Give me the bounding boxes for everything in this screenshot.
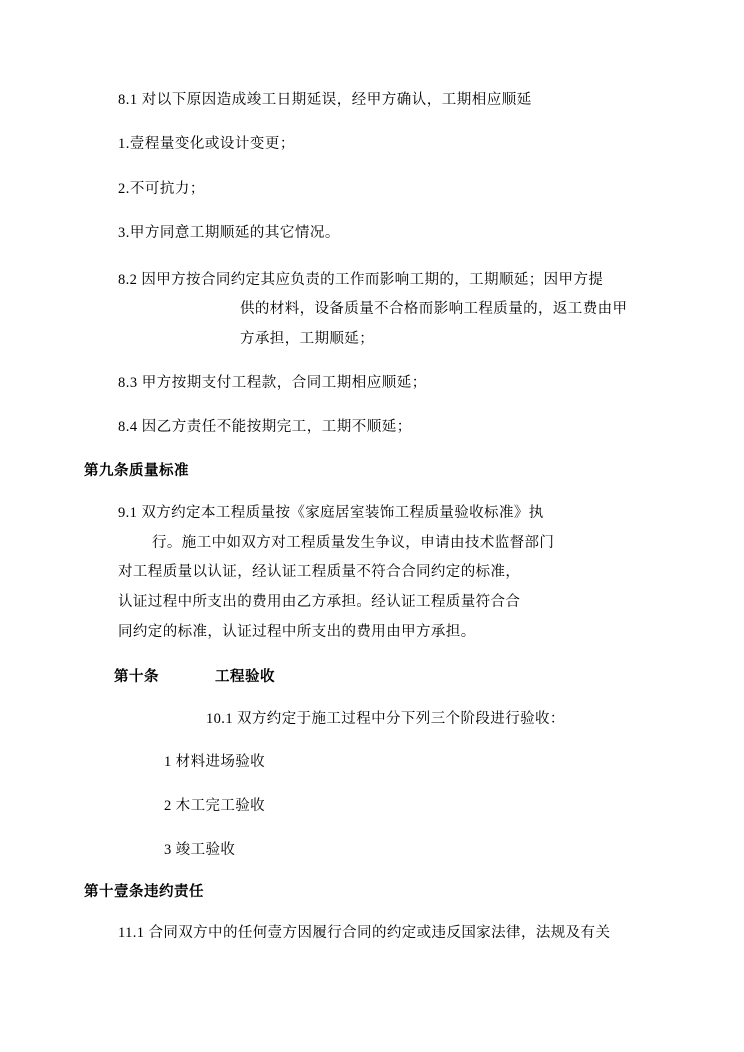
paragraph-9-1 [84,499,660,648]
list-10-1 [84,748,660,865]
list-item-8-1-3: 3.甲方同意工期顺延的其它情况。 [118,225,340,242]
paragraph-10-1 [84,705,660,735]
paragraph-8-2 [84,266,660,355]
section-heading-10 [84,665,660,690]
paragraph-9-1-line-2: 行。施工中如双方对工程质量发生争议，申请由技术监督部门 [152,534,555,551]
paragraph-9-1-line-4: 认证过程中所支出的费用由乙方承担。经认证工程质量符合合 [118,593,521,610]
paragraph-10-1-line-1: 10.1 双方约定于施工过程中分下列三个阶段进行验收： [206,710,565,727]
section-heading-11: 第十壹条违约责任 [84,883,204,900]
section-heading-9: 第九条质量标准 [84,463,189,480]
paragraph-8-2-line-2: 供的材料，设备质量不合格而影响工程质量的，返工费由甲 [240,301,628,318]
paragraph-11-1 [84,919,660,949]
section-heading-10-number: 第十条 [114,669,159,686]
paragraph-8-1: 8.1 对以下原因造成竣工日期延误，经甲方确认，工期相应顺延 [118,92,532,108]
paragraph-8-3: 8.3 甲方按期支付工程款，合同工期相应顺延； [118,374,427,391]
list-item-10-1-1: 1 材料进场验收 [164,754,266,771]
list-item-8-1-2: 2.不可抗力； [118,180,205,197]
list-item-10-1-2: 2 木工完工验收 [164,798,266,815]
paragraph-9-1-line-3: 对工程质量以认证，经认证工程质量不符合合同约定的标准， [118,564,521,581]
section-heading-10-title: 工程验收 [215,669,275,686]
paragraph-8-4: 8.4 因乙方责任不能按期完工，工期不顺延； [118,419,412,436]
paragraph-11-1-line-1: 11.1 合同双方中的任何壹方因履行合同的约定或违反国家法律，法规及有关 [118,925,611,941]
list-item-10-1-3: 3 竣工验收 [164,841,236,858]
list-item-8-1-1: 1.壹程量变化或设计变更； [118,136,295,153]
paragraph-8-2-line-3: 方承担，工期顺延； [240,330,375,347]
paragraph-9-1-line-1: 9.1 双方约定本工程质量按《家庭居室装饰工程质量验收标准》执 [118,504,544,521]
paragraph-8-2-line-1: 8.2 因甲方按合同约定其应负责的工作而影响工期的，工期顺延；因甲方提 [118,271,604,288]
paragraph-9-1-line-5: 同约定的标准，认证过程中所支出的费用由甲方承担。 [118,623,476,640]
